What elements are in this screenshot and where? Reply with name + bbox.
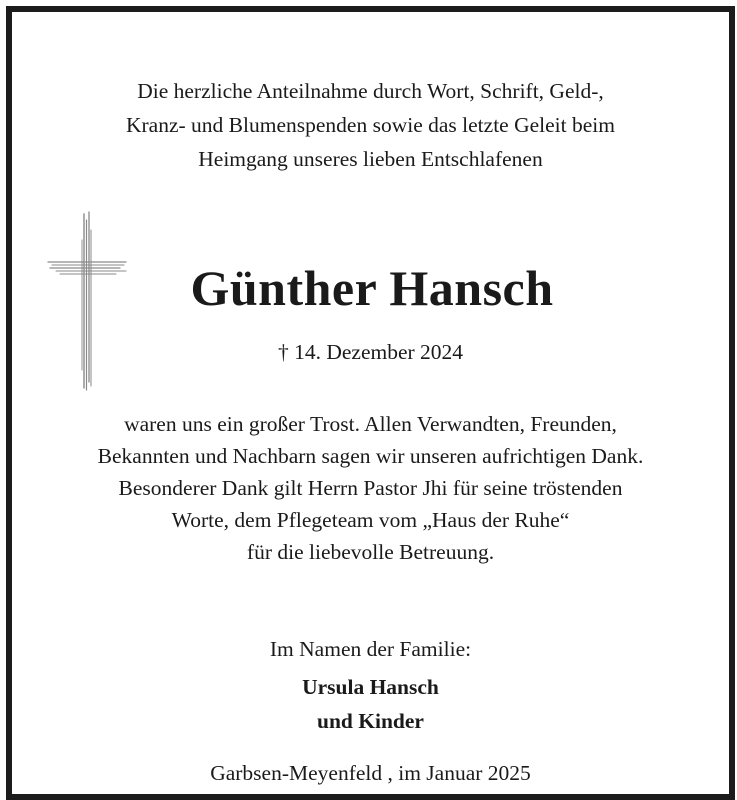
intro-line: Die herzliche Anteilnahme durch Wort, Schrift, Geld-, <box>137 79 604 103</box>
body-line: waren uns ein großer Trost. Allen Verwandten, Freunden, <box>124 412 617 436</box>
place-date: Garbsen-Meyenfeld , im Januar 2025 <box>210 761 531 785</box>
body-line: Worte, dem Pflegeteam vom „Haus der Ruhe“ <box>171 508 570 532</box>
family-label: Im Namen der Familie: <box>269 637 472 661</box>
body-line: Bekannten und Nachbarn sagen wir unseren aufrichtigen Dank. <box>97 444 644 468</box>
notice-frame <box>6 6 735 800</box>
signer-name: Ursula Hansch <box>302 675 439 699</box>
body-line: für die liebevolle Betreuung. <box>246 540 495 564</box>
signer-name: und Kinder <box>317 709 424 733</box>
death-date: † 14. Dezember 2024 <box>277 340 464 364</box>
deceased-name: Günther Hansch <box>190 260 554 316</box>
body-line: Besonderer Dank gilt Herrn Pastor Jhi für seine tröstenden <box>118 476 623 500</box>
intro-line: Kranz- und Blumenspenden sowie das letzte Geleit beim <box>126 113 615 137</box>
signers <box>12 670 729 738</box>
intro-text <box>12 74 729 176</box>
intro-line: Heimgang unseres lieben Entschlafenen <box>198 147 543 171</box>
body-text <box>12 408 729 568</box>
